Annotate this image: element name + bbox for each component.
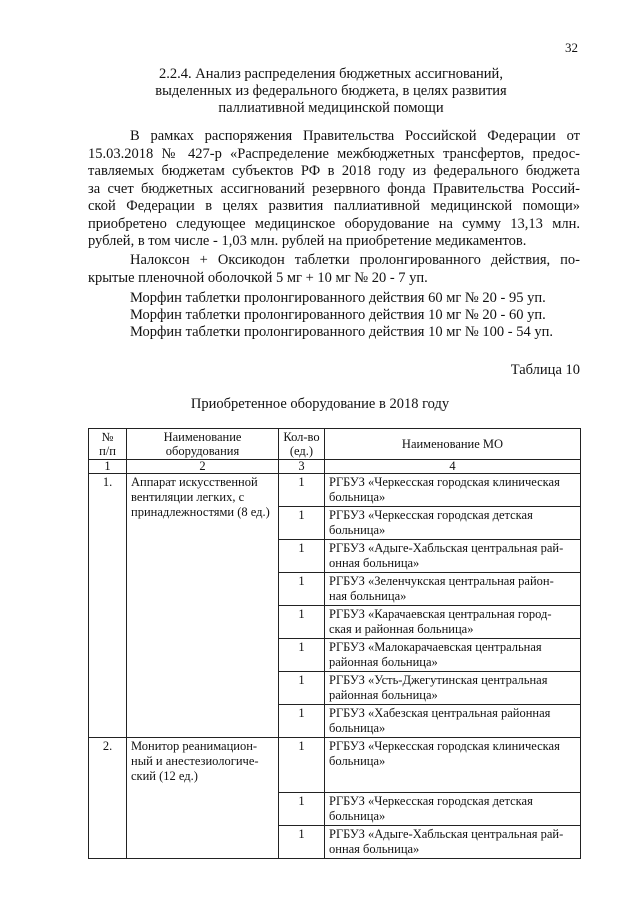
column-number: 1 xyxy=(89,460,127,474)
equipment-name: Аппарат искусственной вентиляции легких, с принадлежностями (8 ед.) xyxy=(127,474,279,738)
naloxon-paragraph xyxy=(88,252,580,287)
header-num: № п/п xyxy=(89,429,127,460)
organization-name: РГБУЗ «Хабезская центральная районная больница» xyxy=(325,705,581,738)
organization-name: РГБУЗ «Малокарачаевская центральная районная больница» xyxy=(325,639,581,672)
quantity: 1 xyxy=(279,672,325,705)
row-number: 1. xyxy=(89,474,127,738)
quantity: 1 xyxy=(279,826,325,859)
quantity: 1 xyxy=(279,540,325,573)
heading-line: паллиативной медицинской помощи xyxy=(218,100,444,116)
quantity: 1 xyxy=(279,606,325,639)
equipment-table xyxy=(88,428,581,859)
quantity: 1 xyxy=(279,793,325,826)
table-title: Приобретенное оборудование в 2018 году xyxy=(190,396,450,412)
organization-name: РГБУЗ «Усть-Джегутинская центральная районная больница» xyxy=(325,672,581,705)
paragraph-line: рублей, в том числе - 1,03 млн. рублей на приобретение медикаментов. xyxy=(88,233,527,249)
quantity: 1 xyxy=(279,639,325,672)
column-number-row xyxy=(89,460,581,474)
header-mo: Наименование МО xyxy=(325,429,581,460)
organization-name: РГБУЗ «Зеленчукская центральная район- ная больница» xyxy=(325,573,581,606)
quantity: 1 xyxy=(279,705,325,738)
header-qty: Кол-во (ед.) xyxy=(279,429,325,460)
medication-item: Морфин таблетки пролонгированного действия 60 мг № 20 - 95 уп. xyxy=(130,290,546,306)
quantity: 1 xyxy=(279,738,325,793)
quantity: 1 xyxy=(279,573,325,606)
medication-item: Морфин таблетки пролонгированного действия 10 мг № 100 - 54 уп. xyxy=(130,324,553,340)
organization-name: РГБУЗ «Черкесская городская клиническая больница» xyxy=(325,738,581,793)
paragraph-line: тавляемых бюджетам субъектов РФ в 2018 году из федерального бюджета xyxy=(88,163,580,179)
organization-name: РГБУЗ «Адыге-Хабльская центральная рай- онная больница» xyxy=(325,540,581,573)
quantity: 1 xyxy=(279,507,325,540)
organization-name: РГБУЗ «Черкесская городская детская больница» xyxy=(325,507,581,540)
column-number: 4 xyxy=(325,460,581,474)
column-number: 2 xyxy=(127,460,279,474)
equipment-name: Монитор реанимацион- ный и анестезиологиче- ский (12 ед.) xyxy=(127,738,279,859)
organization-name: РГБУЗ «Черкесская городская клиническая больница» xyxy=(325,474,581,507)
column-number: 3 xyxy=(279,460,325,474)
heading-line: 2.2.4. Анализ распределения бюджетных ассигнований, xyxy=(159,66,503,82)
page-number: 32 xyxy=(565,40,578,55)
header-name: Наименование оборудования xyxy=(127,429,279,460)
organization-name: РГБУЗ «Черкесская городская детская больница» xyxy=(325,793,581,826)
row-number: 2. xyxy=(89,738,127,859)
paragraph-line: 15.03.2018 № 427-р «Распределение межбюджетных трансфертов, предос- xyxy=(88,145,580,162)
table-label: Таблица 10 xyxy=(510,362,580,378)
medication-item: Морфин таблетки пролонгированного действия 10 мг № 20 - 60 уп. xyxy=(130,307,546,323)
paragraph-line: приобретено следующее медицинское оборудование на сумму 13,13 млн. xyxy=(88,215,580,232)
paragraph-line: В рамках распоряжения Правительства Российской Федерации от xyxy=(130,128,580,144)
organization-name: РГБУЗ «Карачаевская центральная город- ская и районная больница» xyxy=(325,606,581,639)
heading-line: выделенных из федерального бюджета, в целях развития xyxy=(155,83,507,99)
organization-name: РГБУЗ «Адыге-Хабльская центральная рай- онная больница» xyxy=(325,826,581,859)
quantity: 1 xyxy=(279,474,325,507)
paragraph-line: Налоксон + Оксикодон таблетки пролонгированного действия, по- xyxy=(130,252,580,268)
paragraph-line: крытые пленочной оболочкой 5 мг + 10 мг № 20 - 7 уп. xyxy=(88,269,428,286)
paragraph-line: ской Федерации в целях развития паллиативной медицинской помощи» xyxy=(88,198,580,214)
table-row xyxy=(89,474,581,507)
table-row xyxy=(89,738,581,793)
table-header-row xyxy=(89,429,581,460)
intro-paragraph xyxy=(88,128,580,251)
paragraph-line: за счет бюджетных ассигнований резервного фонда Правительства Россий- xyxy=(88,180,580,197)
section-heading xyxy=(96,66,566,117)
